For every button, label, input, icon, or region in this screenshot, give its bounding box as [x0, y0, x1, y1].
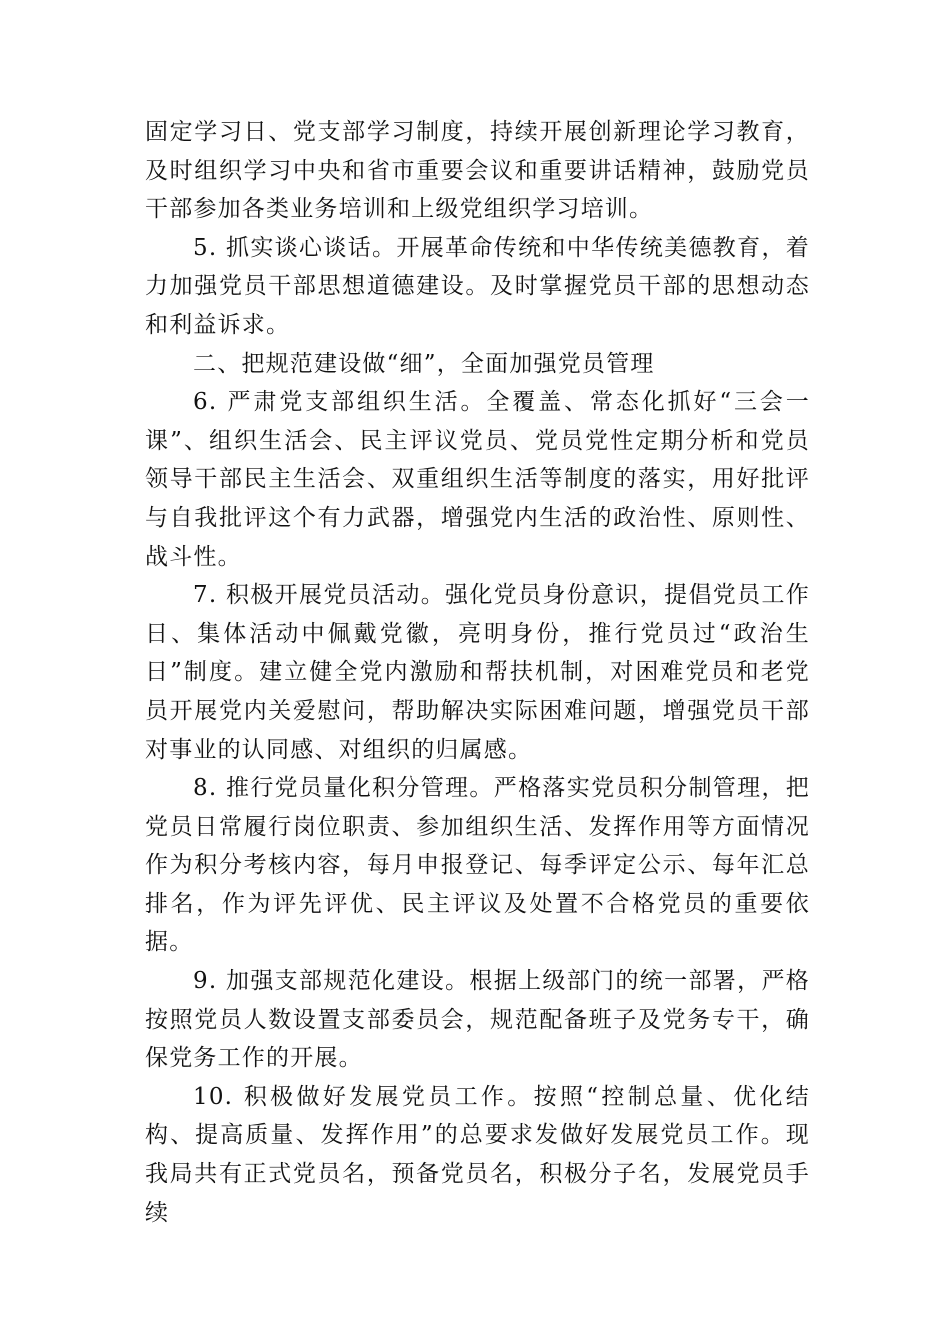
paragraph-item-9: 9. 加强支部规范化建设。根据上级部门的统一部署，严格按照党员人数设置支部委员会，规范配备班子及党务专干，确保党务工作的开展。	[145, 968, 810, 1072]
paragraph-item-10: 10. 积极做好发展党员工作。按照“控制总量、优化结构、提高质量、发挥作用”的总要求发做好发展党员工作。现我局共有正式党员名，预备党员名，积极分子名，发展党员手续	[145, 1083, 810, 1226]
section-heading-2: 二、把规范建设做“细”，全面加强党员管理	[193, 350, 655, 377]
document-body	[145, 113, 810, 1232]
paragraph-item-5: 5. 抓实谈心谈话。开展革命传统和中华传统美德教育，着力加强党员干部思想道德建设。及时掌握党员干部的思想动态和利益诉求。	[145, 234, 810, 338]
paragraph-item-7: 7. 积极开展党员活动。强化党员身份意识，提倡党员工作日、集体活动中佩戴党徽，亮明身份，推行党员过“政治生日”制度。建立健全党内激励和帮扶机制，对困难党员和老党员开展党内关爱慰问，帮助解决实际困难问题，增强党员干部对事业的认同感、对组织的归属感。	[145, 582, 810, 763]
paragraph-continued: 固定学习日、党支部学习制度，持续开展创新理论学习教育，及时组织学习中央和省市重要会议和重要讲话精神，鼓励党员干部参加各类业务培训和上级党组织学习培训。	[145, 119, 810, 223]
paragraph-item-6: 6. 严肃党支部组织生活。全覆盖、常态化抓好“三会一课”、组织生活会、民主评议党员、党员党性定期分析和党员领导干部民主生活会、双重组织生活等制度的落实，用好批评与自我批评这个有力武器，增强党内生活的政治性、原则性、战斗性。	[145, 389, 810, 570]
paragraph-item-8: 8. 推行党员量化积分管理。严格落实党员积分制管理，把党员日常履行岗位职责、参加组织生活、发挥作用等方面情况作为积分考核内容，每月申报登记、每季评定公示、每年汇总排名，作为评先评优、民主评议及处置不合格党员的重要依据。	[145, 775, 810, 956]
